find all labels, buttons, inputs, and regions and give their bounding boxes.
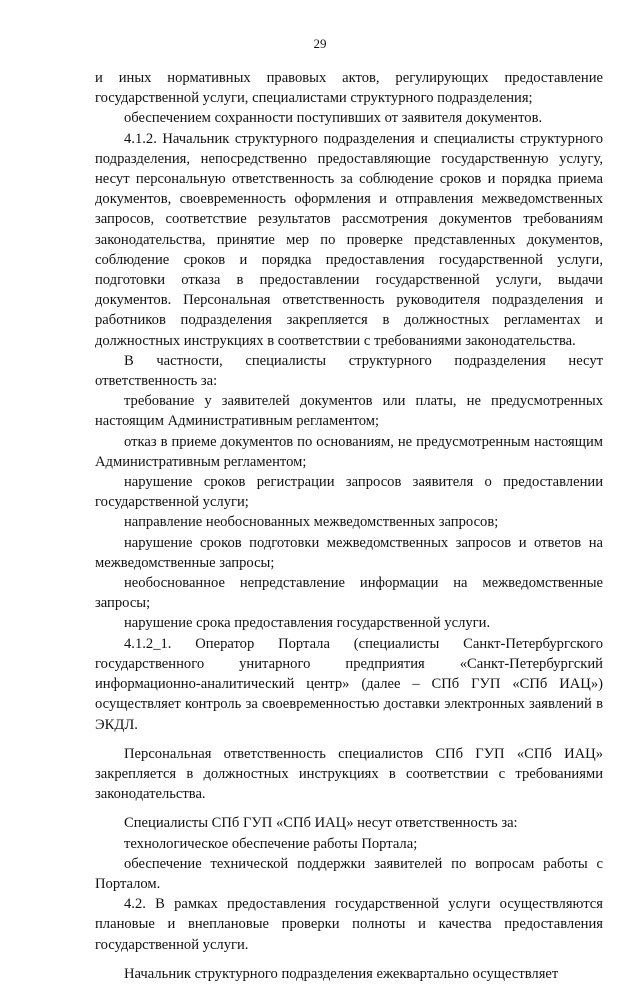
paragraph: Специалисты СПб ГУП «СПб ИАЦ» несут ответственность за: (124, 815, 518, 832)
paragraph: 4.2. В рамках предоставления государственной услуги осуществляются плановые и внеплановые проверки полноты и качества предоставления государственной услуги. (95, 896, 603, 953)
paragraph: 4.1.2_1. Оператор Портала (специалисты Санкт-Петербургского государственного унитарного предприятия «Санкт-Петербургский информационно-аналитический центр» (далее – СПб ГУП «СПб ИАЦ») осуществляет контроль за своевременностью доставки электронных заявлений в ЭКДЛ. (95, 635, 603, 733)
page-number: 29 (313, 36, 327, 51)
paragraph: нарушение сроков регистрации запросов заявителя о предоставлении государственной услуги; (95, 474, 603, 511)
paragraph: обеспечение технической поддержки заявителей по вопросам работы с Порталом. (95, 855, 603, 892)
paragraph: В частности, специалисты структурного подразделения несут ответственность за: (95, 352, 603, 390)
paragraph: технологическое обеспечение работы Портала; (124, 835, 418, 852)
paragraph: нарушение сроков подготовки межведомственных запросов и ответов на межведомственные запросы; (95, 534, 603, 571)
body-text (95, 68, 603, 984)
paragraph: обеспечением сохранности поступивших от заявителя документов. (124, 110, 543, 127)
paragraph: необоснованное непредставление информации на межведомственные запросы; (95, 575, 603, 612)
paragraph: Персональная ответственность специалистов СПб ГУП «СПб ИАЦ» закрепляется в должностных инструкциях в соответствии с требованиями законодательства. (95, 745, 603, 803)
paragraph: нарушение срока предоставления государственной услуги. (124, 615, 491, 632)
paragraph: требование у заявителей документов или платы, не предусмотренных настоящим Административным регламентом; (95, 393, 603, 430)
paragraph: направление необоснованных межведомственных запросов; (124, 514, 499, 531)
paragraph: Начальник структурного подразделения ежеквартально осуществляет (124, 965, 559, 982)
paragraph: и иных нормативных правовых актов, регулирующих предоставление государственной услуги, специалистами структурного подразделения; (95, 70, 603, 107)
paragraph: отказ в приеме документов по основаниям, не предусмотренным настоящим Административным регламентом; (95, 433, 603, 470)
paragraph: 4.1.2. Начальник структурного подразделения и специалисты структурного подразделения, непосредственно предоставляющие государственную услугу, несут персональную ответственность за соблюдение сроков и порядка приема документов, своевременность оформления и отправления межведомственных запросов, соответствие результатов рассмотрения документов требованиям законодательства, принятие мер по проверке представленных документов, соблюдение сроков и порядка предоставления государственной услуги, подготовки отказа в предоставлении государственной услуги, выдачи документов. Персональная ответственность руководителя подразделения и работников подразделения закрепляется в должностных регламентах и должностных инструкциях в соответствии с требованиями законодательства. (95, 130, 603, 349)
